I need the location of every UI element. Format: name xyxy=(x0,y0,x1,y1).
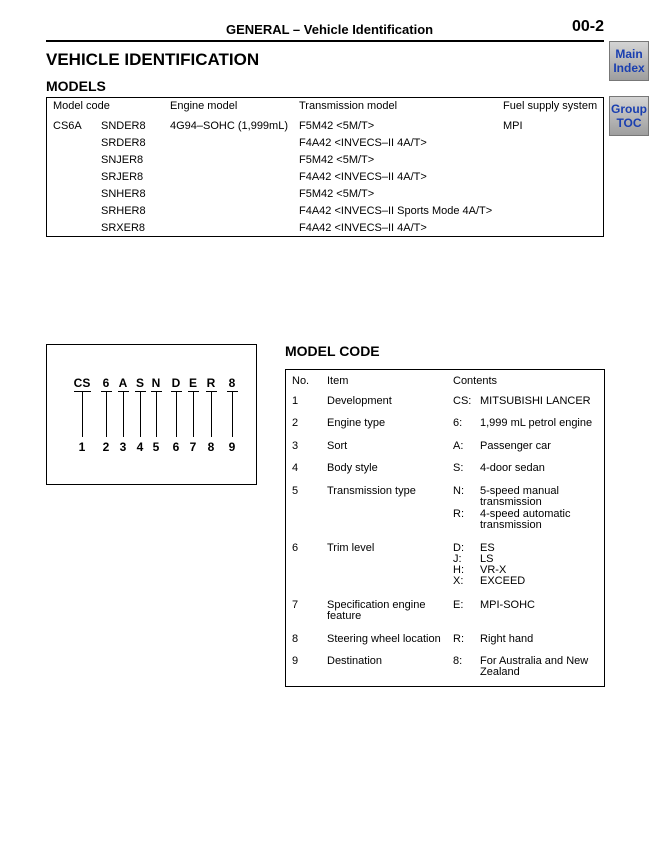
row-item: Destination xyxy=(327,655,383,667)
row-number: 1 xyxy=(292,395,299,407)
row-item: Development xyxy=(327,395,392,407)
row-number: 9 xyxy=(292,655,299,667)
row-item: Sort xyxy=(327,440,348,452)
code-letter: A xyxy=(118,376,128,390)
models-cell-code: SRDER8 xyxy=(101,137,146,149)
row-number: 2 xyxy=(292,417,299,429)
row-item: Specification engine feature xyxy=(327,599,426,622)
code-position-number: 3 xyxy=(119,440,127,454)
section-title: VEHICLE IDENTIFICATION xyxy=(46,50,260,69)
code-letter: E xyxy=(188,376,198,390)
content-code: R: xyxy=(453,508,464,520)
code-connector-line xyxy=(193,391,194,437)
content-code: D: xyxy=(453,542,464,554)
content-value: EXCEED xyxy=(480,575,526,587)
code-letter: N xyxy=(151,376,161,390)
models-cell-code: SRJER8 xyxy=(101,171,144,183)
code-letter: S xyxy=(135,376,145,390)
col-fuel-supply: Fuel supply system xyxy=(503,100,598,112)
group-toc-label-line1: Group xyxy=(611,102,647,116)
content-code: E: xyxy=(453,599,464,611)
models-cell-code: SNHER8 xyxy=(101,188,146,200)
content-value: For Australia and New Zealand xyxy=(480,655,589,678)
main-index-button[interactable] xyxy=(609,41,649,81)
code-position-number: 8 xyxy=(207,440,215,454)
models-header-row xyxy=(47,98,603,115)
content-value: Passenger car xyxy=(480,440,551,452)
code-letter: CS xyxy=(73,376,91,390)
content-value: 5-speed manual transmission xyxy=(480,485,559,508)
code-position-number: 7 xyxy=(189,440,197,454)
models-row xyxy=(47,186,603,203)
main-index-label-line1: Main xyxy=(615,47,643,61)
col-no: No. xyxy=(292,375,310,387)
code-connector-line xyxy=(106,391,107,437)
content-value: VR-X xyxy=(480,564,507,576)
content-code: A: xyxy=(453,440,464,452)
group-toc-button[interactable] xyxy=(609,96,649,136)
content-code: H: xyxy=(453,564,464,576)
models-cell-code: SNJER8 xyxy=(101,154,144,166)
col-model-code: Model code xyxy=(53,100,110,112)
content-code: CS: xyxy=(453,395,472,407)
models-cell-transmission: F4A42 <INVECS–II 4A/T> xyxy=(299,137,427,149)
header-title: GENERAL – Vehicle Identification xyxy=(226,22,434,37)
code-letter: 6 xyxy=(102,376,110,390)
page-number: 00-2 xyxy=(571,18,604,35)
models-cell-engine: 4G94–SOHC (1,999mL) xyxy=(170,120,288,132)
content-code: S: xyxy=(453,462,464,474)
code-connector-line xyxy=(211,391,212,437)
content-code: N: xyxy=(453,485,464,497)
page-header xyxy=(46,18,604,42)
content-code: X: xyxy=(453,575,464,587)
row-item: Trim level xyxy=(327,542,375,554)
models-row xyxy=(47,203,603,220)
content-value: LS xyxy=(480,553,494,565)
code-connector-line xyxy=(82,391,83,437)
row-number: 7 xyxy=(292,599,299,611)
content-code: 6: xyxy=(453,417,463,429)
models-row xyxy=(47,152,603,169)
code-letter: R xyxy=(206,376,216,390)
content-code: 8: xyxy=(453,655,463,667)
code-position-number: 1 xyxy=(78,440,86,454)
content-value: MPI-SOHC xyxy=(480,599,535,611)
models-cell-transmission: F5M42 <5M/T> xyxy=(299,120,375,132)
models-cell-transmission: F5M42 <5M/T> xyxy=(299,154,375,166)
code-letter: D xyxy=(171,376,181,390)
models-cell-transmission: F4A42 <INVECS–II 4A/T> xyxy=(299,171,427,183)
models-cell-fuel: MPI xyxy=(503,120,523,132)
group-toc-label-line2: TOC xyxy=(616,116,642,130)
col-engine-model: Engine model xyxy=(170,100,238,112)
col-item: Item xyxy=(327,375,349,387)
content-value: ES xyxy=(480,542,495,554)
content-value: MITSUBISHI LANCER xyxy=(480,395,591,407)
code-position-number: 9 xyxy=(228,440,236,454)
col-contents: Contents xyxy=(453,375,498,387)
model-code-diagram xyxy=(46,344,257,485)
content-code: R: xyxy=(453,633,464,645)
code-connector-line xyxy=(123,391,124,437)
models-cell-transmission: F4A42 <INVECS–II 4A/T> xyxy=(299,222,427,234)
content-value: Right hand xyxy=(480,633,534,645)
content-value: 1,999 mL petrol engine xyxy=(480,417,593,429)
row-number: 6 xyxy=(292,542,299,554)
row-item: Steering wheel location xyxy=(327,633,441,645)
models-cell-transmission: F4A42 <INVECS–II Sports Mode 4A/T> xyxy=(299,205,493,217)
col-transmission-model: Transmission model xyxy=(299,100,398,112)
model-code-table xyxy=(285,369,605,687)
code-connector-line xyxy=(156,391,157,437)
models-heading: MODELS xyxy=(46,78,106,94)
row-number: 3 xyxy=(292,440,299,452)
row-number: 8 xyxy=(292,633,299,645)
code-position-number: 6 xyxy=(172,440,180,454)
main-index-label-line2: Index xyxy=(613,61,645,75)
row-number: 4 xyxy=(292,462,299,474)
code-position-number: 5 xyxy=(152,440,160,454)
models-cell-code: SRXER8 xyxy=(101,222,146,234)
content-value: 4-speed automatic transmission xyxy=(480,508,571,531)
models-table xyxy=(46,97,604,237)
row-item: Engine type xyxy=(327,417,386,429)
code-connector-line xyxy=(232,391,233,437)
code-position-number: 2 xyxy=(102,440,110,454)
row-number: 5 xyxy=(292,485,299,497)
code-letter: 8 xyxy=(228,376,236,390)
row-item: Transmission type xyxy=(327,485,416,497)
models-cell-code: SRHER8 xyxy=(101,205,146,217)
models-row xyxy=(47,220,603,237)
models-cell-transmission: F5M42 <5M/T> xyxy=(299,188,375,200)
content-value: 4-door sedan xyxy=(480,462,545,474)
code-connector-line xyxy=(140,391,141,437)
model-code-heading: MODEL CODE xyxy=(285,343,380,359)
code-position-number: 4 xyxy=(136,440,144,454)
models-row xyxy=(47,169,603,186)
row-item: Body style xyxy=(327,462,378,474)
models-cell-code: SNDER8 xyxy=(101,120,146,132)
models-cell-base: CS6A xyxy=(53,120,82,132)
models-row xyxy=(47,118,603,135)
models-row xyxy=(47,135,603,152)
content-code: J: xyxy=(453,553,462,565)
code-connector-line xyxy=(176,391,177,437)
